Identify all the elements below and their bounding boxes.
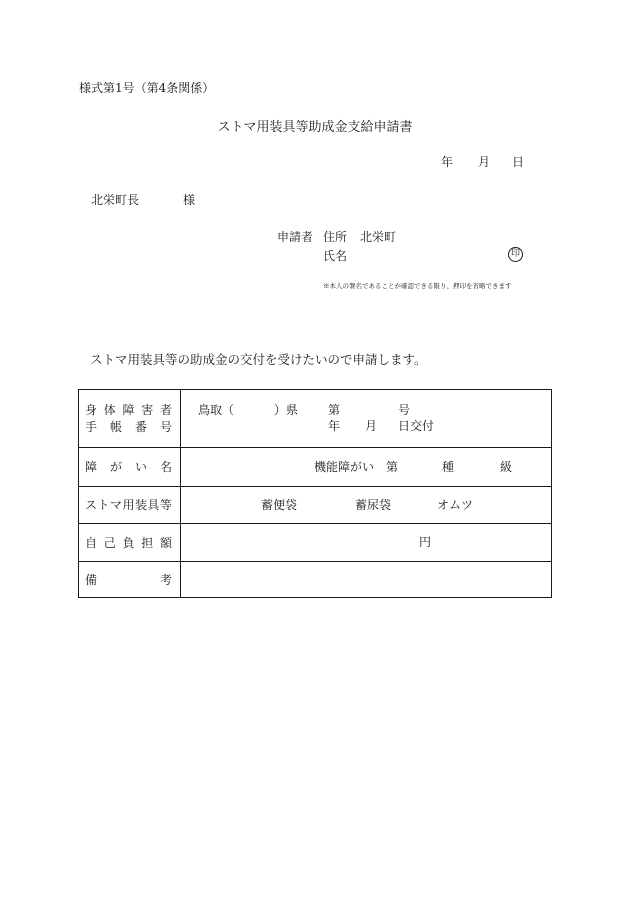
label-char: が [109, 460, 122, 474]
label-char: 額 [159, 535, 172, 550]
label-char: 用 [122, 498, 135, 512]
date-day-label: 日 [512, 155, 525, 169]
label-char: 装 [134, 498, 147, 512]
label-handbook-line1 [79, 403, 180, 417]
label-self-payment [79, 524, 181, 562]
date-year-label: 年 [441, 155, 454, 169]
label-char: 考 [159, 572, 172, 587]
applicant-label: 申請者 [277, 230, 314, 244]
value-remarks[interactable] [181, 562, 552, 598]
issue-day-label: 日交付 [398, 419, 435, 433]
label-char: 身 [85, 403, 98, 417]
number-go: 号 [398, 403, 411, 417]
label-char: ト [97, 498, 110, 512]
date-month-label: 月 [478, 155, 491, 169]
label-char: 帳 [109, 420, 122, 434]
document-title: ストマ用装具等助成金支給申請書 [217, 120, 413, 135]
label-char: 備 [85, 572, 98, 587]
option-urine-bag[interactable]: 蓄尿袋 [355, 498, 392, 512]
label-char: 体 [103, 403, 116, 417]
seal-mark: 印 [508, 247, 523, 262]
prefecture-prefix: 鳥取（ [198, 403, 235, 417]
table-row-remarks [79, 562, 552, 598]
option-stool-bag[interactable]: 蓄便袋 [261, 498, 298, 512]
addressee-name: 北栄町長 [91, 193, 140, 207]
value-disability-name[interactable] [181, 448, 552, 487]
address-value: 北栄町 [360, 230, 397, 244]
label-char: 号 [159, 420, 172, 434]
table-row-self-payment [79, 524, 552, 562]
signature-note: ※本人の署名であることが確認できる限り、押印を省略できます [323, 282, 512, 290]
type-label: 種 [442, 460, 455, 474]
label-disability-name [79, 448, 181, 487]
form-number: 様式第1号（第4条関係） [79, 81, 215, 95]
label-char: マ [109, 498, 122, 512]
addressee-honorific: 様 [183, 193, 196, 207]
function-disability-text: 機能障がい 第 [314, 460, 399, 474]
table-row-disability-name [79, 448, 552, 487]
yen-label: 円 [419, 535, 432, 549]
label-char: 害 [141, 403, 154, 417]
value-stoma-equipment[interactable] [181, 487, 552, 524]
value-handbook-number[interactable] [181, 390, 552, 448]
label-stoma-equipment [79, 487, 181, 524]
issue-month-label: 月 [365, 419, 378, 433]
label-char: 担 [141, 535, 154, 550]
label-char: 手 [85, 420, 98, 434]
label-char: 具 [147, 498, 160, 512]
option-diaper[interactable]: オムツ [437, 498, 474, 512]
label-char: 負 [122, 535, 135, 550]
intro-text: ストマ用装具等の助成金の交付を受けたいので申請します。 [90, 352, 427, 367]
name-label: 氏名 [323, 249, 348, 263]
label-char: 番 [134, 420, 147, 434]
label-handbook-number [79, 390, 181, 448]
number-dai: 第 [328, 403, 341, 417]
label-char: 名 [159, 460, 172, 474]
application-table [78, 389, 552, 598]
value-self-payment[interactable] [181, 524, 552, 562]
issue-year-label: 年 [328, 419, 341, 433]
label-char: い [134, 460, 147, 474]
label-char: 者 [159, 403, 172, 417]
label-remarks [79, 562, 181, 598]
label-char: 等 [159, 498, 172, 512]
table-row-handbook-number [79, 390, 552, 448]
prefecture-suffix: ）県 [274, 403, 299, 417]
label-char: 自 [85, 535, 98, 550]
label-char: 障 [85, 460, 98, 474]
address-label: 住所 [323, 230, 348, 244]
label-char: ス [85, 498, 98, 512]
grade-label: 級 [500, 460, 513, 474]
label-char: 障 [122, 403, 135, 417]
label-char: 己 [103, 535, 116, 550]
label-handbook-line2 [79, 420, 180, 434]
table-row-stoma-equipment [79, 487, 552, 524]
